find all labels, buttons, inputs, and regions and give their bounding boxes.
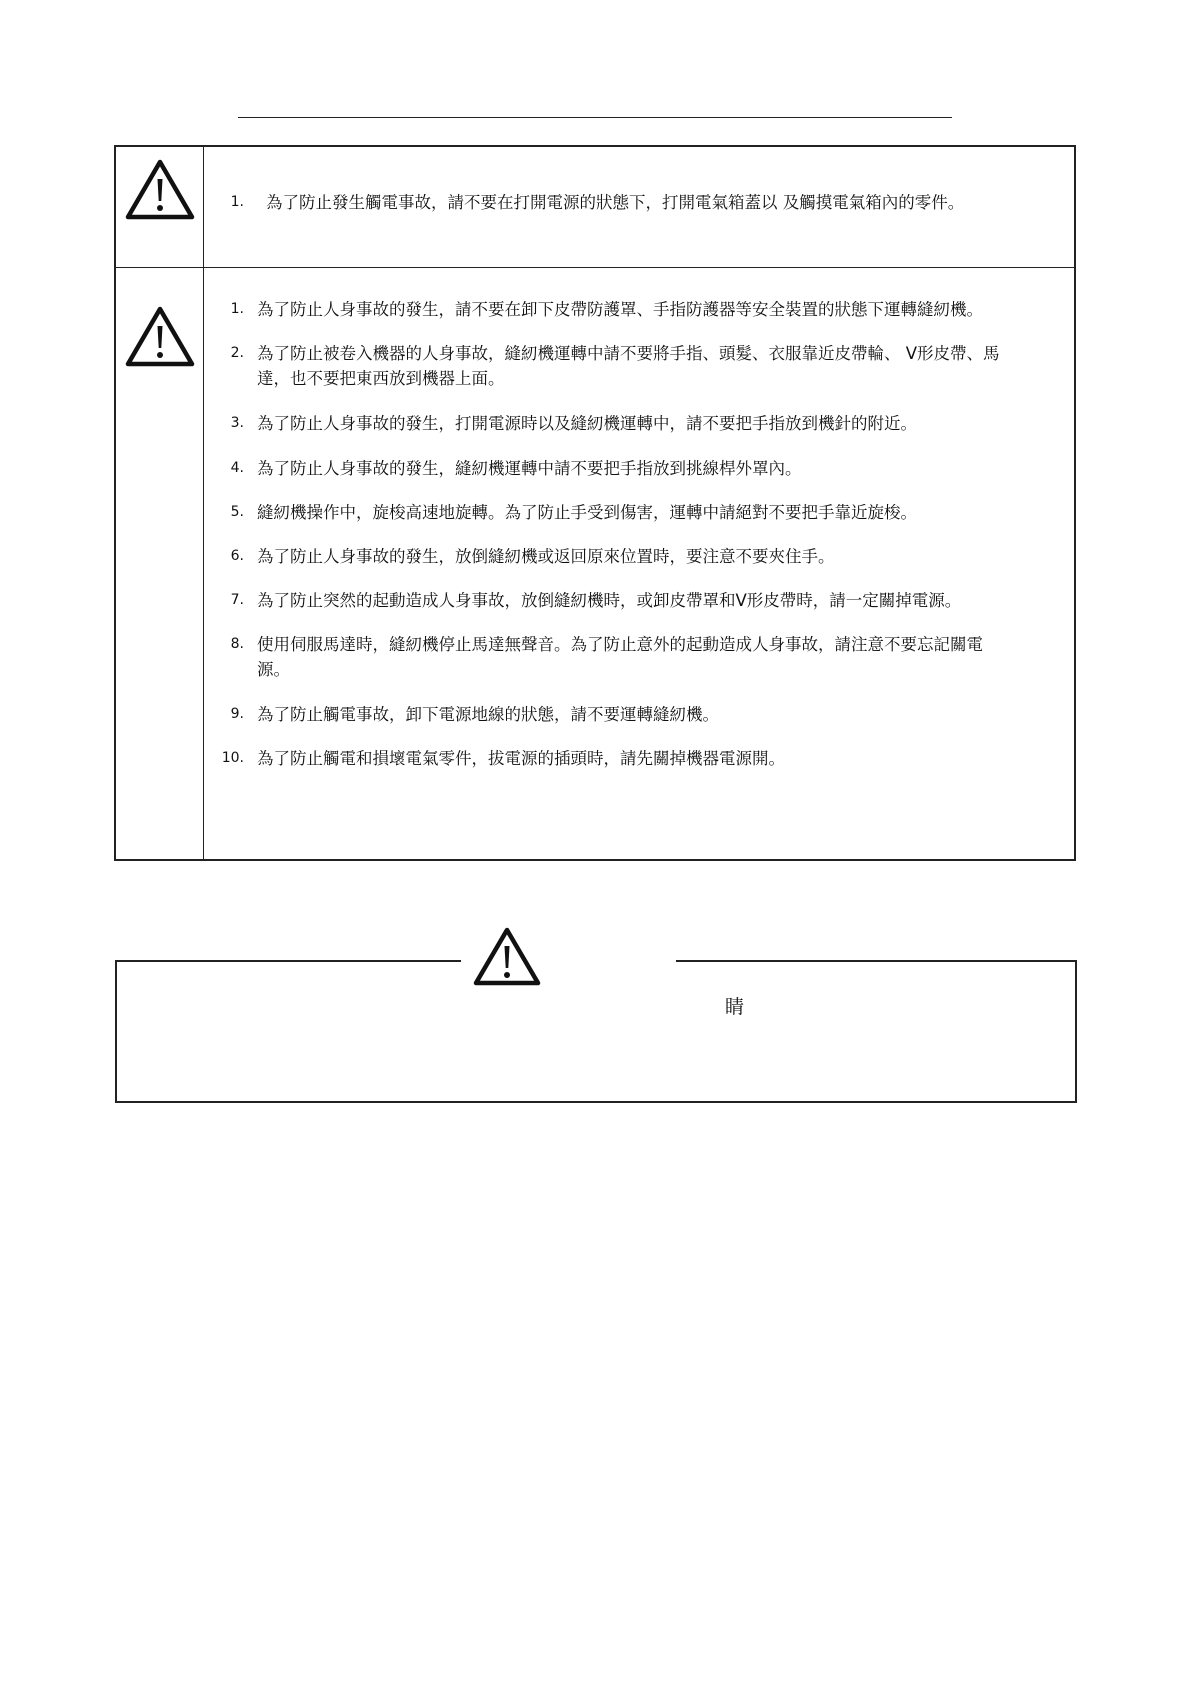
item-number: 1. [230,194,244,210]
warning-triangle-icon [125,159,195,221]
item-number: 10. [221,750,244,766]
item-text-line-1: 使用伺服馬達時，縫紉機停止馬達無聲音。為了防止意外的起動造成人身事故，請注意不要忘記關電 [257,635,983,654]
item-number: 2. [230,345,244,361]
item-number: 3. [230,415,244,431]
safety-warning-table [114,145,1076,861]
item-text: 為了防止觸電事故，卸下電源地線的狀態，請不要運轉縫紉機。 [257,705,719,724]
warning-triangle-icon [473,927,541,987]
warning-triangle-icon [125,306,195,368]
item-number: 8. [230,636,244,652]
injury-text-cell [204,268,1074,859]
icon-cell [116,268,204,859]
item-number: 5. [230,504,244,520]
icon-cell [116,147,204,267]
item-text: 為了防止人身事故的發生，縫紉機運轉中請不要把手指放到挑線桿外罩內。 [257,459,802,478]
item-text: 為了防止突然的起動造成人身事故，放倒縫紉機時，或卸皮帶罩和V形皮帶時，請一定關掉電源。 [257,591,962,610]
item-number: 7. [230,592,244,608]
caution-box [115,960,1077,1103]
item-text: 為了防止人身事故的發生，放倒縫紉機或返回原來位置時，要注意不要夾住手。 [257,547,835,566]
item-number: 9. [230,706,244,722]
item-text: 為了防止觸電和損壞電氣零件，拔電源的插頭時，請先關掉機器電源開。 [257,749,785,768]
electric-text-cell [204,147,1074,267]
item-text: 縫紉機操作中，旋梭高速地旋轉。為了防止手受到傷害，運轉中請絕對不要把手靠近旋梭。 [257,503,917,522]
item-text: 為了防止發生觸電事故，請不要在打開電源的狀態下，打開電氣箱蓋以 及觸摸電氣箱內的零件。 [266,193,965,212]
item-text-line-2: 達，也不要把東西放到機器上面。 [257,369,505,388]
caution-text: 睛 [725,996,745,1018]
item-number: 4. [230,460,244,476]
item-text-line-2: 源。 [257,660,290,679]
header-rule [238,117,952,118]
item-number: 6. [230,548,244,564]
item-text: 為了防止人身事故的發生，請不要在卸下皮帶防護罩、手指防護器等安全裝置的狀態下運轉縫紉機。 [257,300,983,319]
item-text-line-1: 為了防止被卷入機器的人身事故，縫紉機運轉中請不要將手指、頭髮、衣服靠近皮帶輪、 V形皮帶、馬 [257,344,1000,363]
electric-shock-row [116,147,1074,268]
item-text: 為了防止人身事故的發生，打開電源時以及縫紉機運轉中，請不要把手指放到機針的附近。 [257,414,917,433]
injury-row [116,268,1074,859]
item-number: 1. [230,301,244,317]
